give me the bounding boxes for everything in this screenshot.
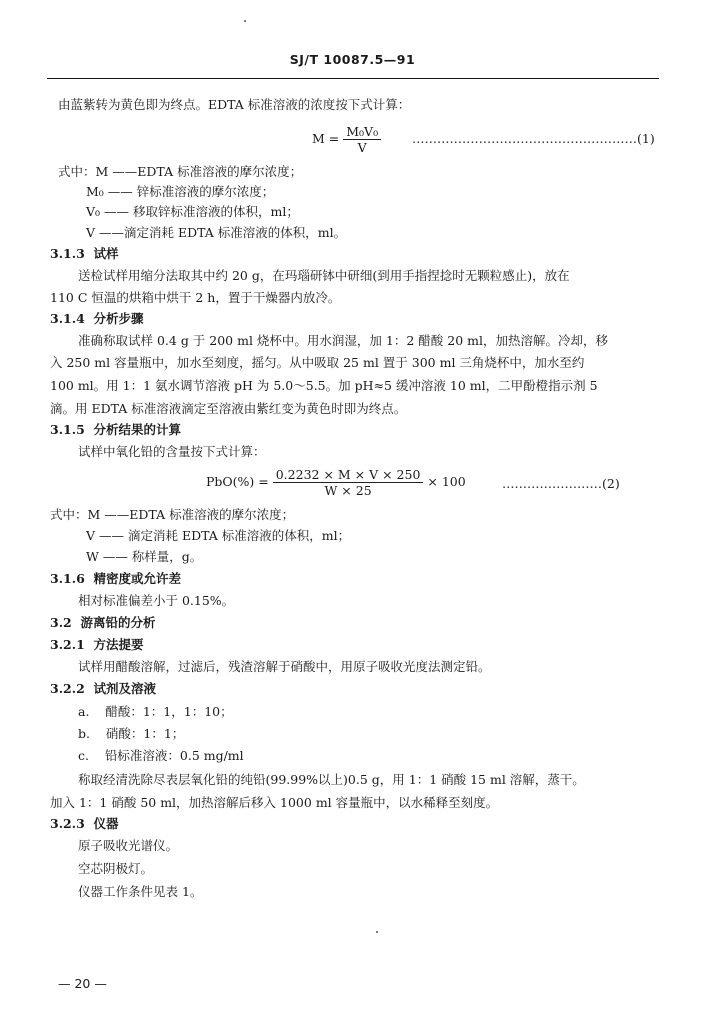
reagent-item-c-label: c.: [78, 748, 89, 763]
instrument-line-3: 仪器工作条件见表 1。: [78, 884, 203, 899]
where2-line-3: W —— 称样量，g。: [86, 549, 203, 564]
equation-2-numerator: 0.2232 × M × V × 250: [273, 467, 424, 483]
where1-line-2: M₀ —— 锌标准溶液的摩尔浓度；: [86, 184, 275, 199]
section-3-1-6-p1: 相对标准偏差小于 0.15%。: [78, 593, 235, 608]
section-3-2-2-title: 试剂及溶液: [93, 681, 157, 696]
where2-line-2: V —— 滴定消耗 EDTA 标准溶液的体积，ml；: [86, 528, 351, 543]
section-3-2-2-p2: 加入 1：1 硝酸 50 ml，加热溶解后移入 1000 ml 容量瓶中，以水稀释至刻度。: [50, 795, 499, 810]
section-3-2-1-title: 方法提要: [93, 637, 144, 652]
where1-line-4: V ——滴定消耗 EDTA 标准溶液的体积，ml。: [86, 225, 347, 240]
section-3-1-4-title: 分析步骤: [93, 311, 144, 326]
section-3-2-1-p1: 试样用醋酸溶解，过滤后，残渣溶解于硝酸中，用原子吸收光度法测定铅。: [78, 659, 491, 674]
reagent-item-b: [78, 725, 184, 743]
reagent-item-b-text: 硝酸：1：1；: [105, 726, 185, 741]
where1-line-3: V₀ —— 移取锌标准溶液的体积，ml；: [86, 204, 299, 219]
section-3-1-6-heading: [50, 570, 181, 588]
section-3-1-5-heading: [50, 421, 181, 439]
section-3-1-4-p2: 入 250 ml 容量瓶中，加水至刻度，摇匀。从中吸取 25 ml 置于 300 ml 三角烧杯中，加水至约: [50, 355, 585, 370]
section-3-1-4-number: 3.1.4: [50, 311, 85, 326]
section-3-1-3-title: 试样: [93, 246, 119, 261]
reagent-item-c: [78, 747, 244, 765]
where2-line-1: 式中：M ——EDTA 标准溶液的摩尔浓度；: [50, 507, 295, 522]
scan-speck: [244, 20, 246, 22]
reagent-item-a-text: 醋酸：1：1，1：10；: [105, 704, 233, 719]
section-3-1-3-heading: [50, 245, 119, 263]
equation-2-tail: × 100: [427, 474, 466, 489]
equation-2-fraction: [273, 467, 424, 498]
section-3-1-4-p1: 准确称取试样 0.4 g 于 200 ml 烧杯中。用水润湿，加 1：2 醋酸 20 ml，加热溶解。冷却，移: [78, 333, 608, 348]
section-3-1-5-title: 分析结果的计算: [93, 422, 182, 437]
equation-1-number: ………………………………………………(1): [412, 131, 655, 146]
section-3-1-3-p2: 110 C 恒温的烘箱中烘干 2 h，置于干燥器内放冷。: [50, 290, 341, 305]
equation-1-denominator: V: [357, 140, 367, 155]
equation-1-lhs: M =: [312, 131, 340, 146]
section-3-1-4-heading: [50, 310, 144, 328]
equation-1: [312, 124, 381, 155]
section-3-2-2-number: 3.2.2: [50, 681, 85, 696]
section-3-1-4-p3: 100 ml。用 1：1 氨水调节溶液 pH 为 5.0～5.5。加 pH≈5 缓冲溶液 10 ml，二甲酚橙指示剂 5: [50, 378, 598, 393]
standard-code-header: SJ/T 10087.5—91: [289, 52, 416, 67]
section-3-1-5-number: 3.1.5: [50, 422, 85, 437]
section-3-2-1-number: 3.2.1: [50, 637, 85, 652]
section-3-1-5-p1: 试样中氧化铅的含量按下式计算：: [78, 444, 266, 459]
section-3-2-3-number: 3.2.3: [50, 816, 85, 831]
section-3-2-1-heading: [50, 636, 144, 654]
instrument-line-1: 原子吸收光谱仪。: [78, 838, 179, 853]
section-3-2-number: 3.2: [50, 615, 72, 630]
reagent-item-a: [78, 703, 233, 721]
equation-1-numerator: M₀V₀: [343, 124, 381, 140]
equation-2: [206, 467, 466, 498]
scan-speck: [376, 931, 378, 933]
reagent-item-b-label: b.: [78, 726, 90, 741]
reagent-item-a-label: a.: [78, 704, 90, 719]
header-rule: [47, 78, 659, 79]
section-3-2-3-title: 仪器: [93, 816, 119, 831]
section-3-1-3-p1: 送检试样用缩分法取其中约 20 g，在玛瑙研钵中研细(到用手指捏捻时无颗粒感止)，放在: [78, 268, 570, 283]
equation-2-number: ……………………(2): [502, 476, 620, 491]
reagent-item-c-text: 铅标准溶液：0.5 mg/ml: [104, 748, 244, 763]
section-3-1-4-p4: 滴。用 EDTA 标准溶液滴定至溶液由紫红变为黄色时即为终点。: [50, 401, 407, 416]
section-3-2-heading: [50, 614, 155, 632]
section-3-2-2-heading: [50, 680, 156, 698]
section-3-2-2-p1: 称取经清洗除尽表层氧化铅的纯铅(99.99%以上)0.5 g，用 1：1 硝酸 15 ml 溶解，蒸干。: [78, 772, 585, 787]
equation-2-lhs: PbO(%) =: [206, 474, 269, 489]
section-3-1-6-number: 3.1.6: [50, 571, 85, 586]
instrument-line-2: 空芯阴极灯。: [78, 861, 154, 876]
intro-text: 由蓝紫转为黄色即为终点。EDTA 标准溶液的浓度按下式计算：: [58, 97, 411, 112]
where1-line-1: 式中：M ——EDTA 标准溶液的摩尔浓度；: [58, 164, 303, 179]
equation-2-denominator: W × 25: [324, 483, 372, 498]
page-number: — 20 —: [58, 976, 107, 991]
equation-1-fraction: [343, 124, 381, 155]
section-3-2-3-heading: [50, 815, 119, 833]
section-3-1-3-number: 3.1.3: [50, 246, 85, 261]
section-3-1-6-title: 精密度或允许差: [93, 571, 182, 586]
section-3-2-title: 游离铅的分析: [80, 615, 156, 630]
